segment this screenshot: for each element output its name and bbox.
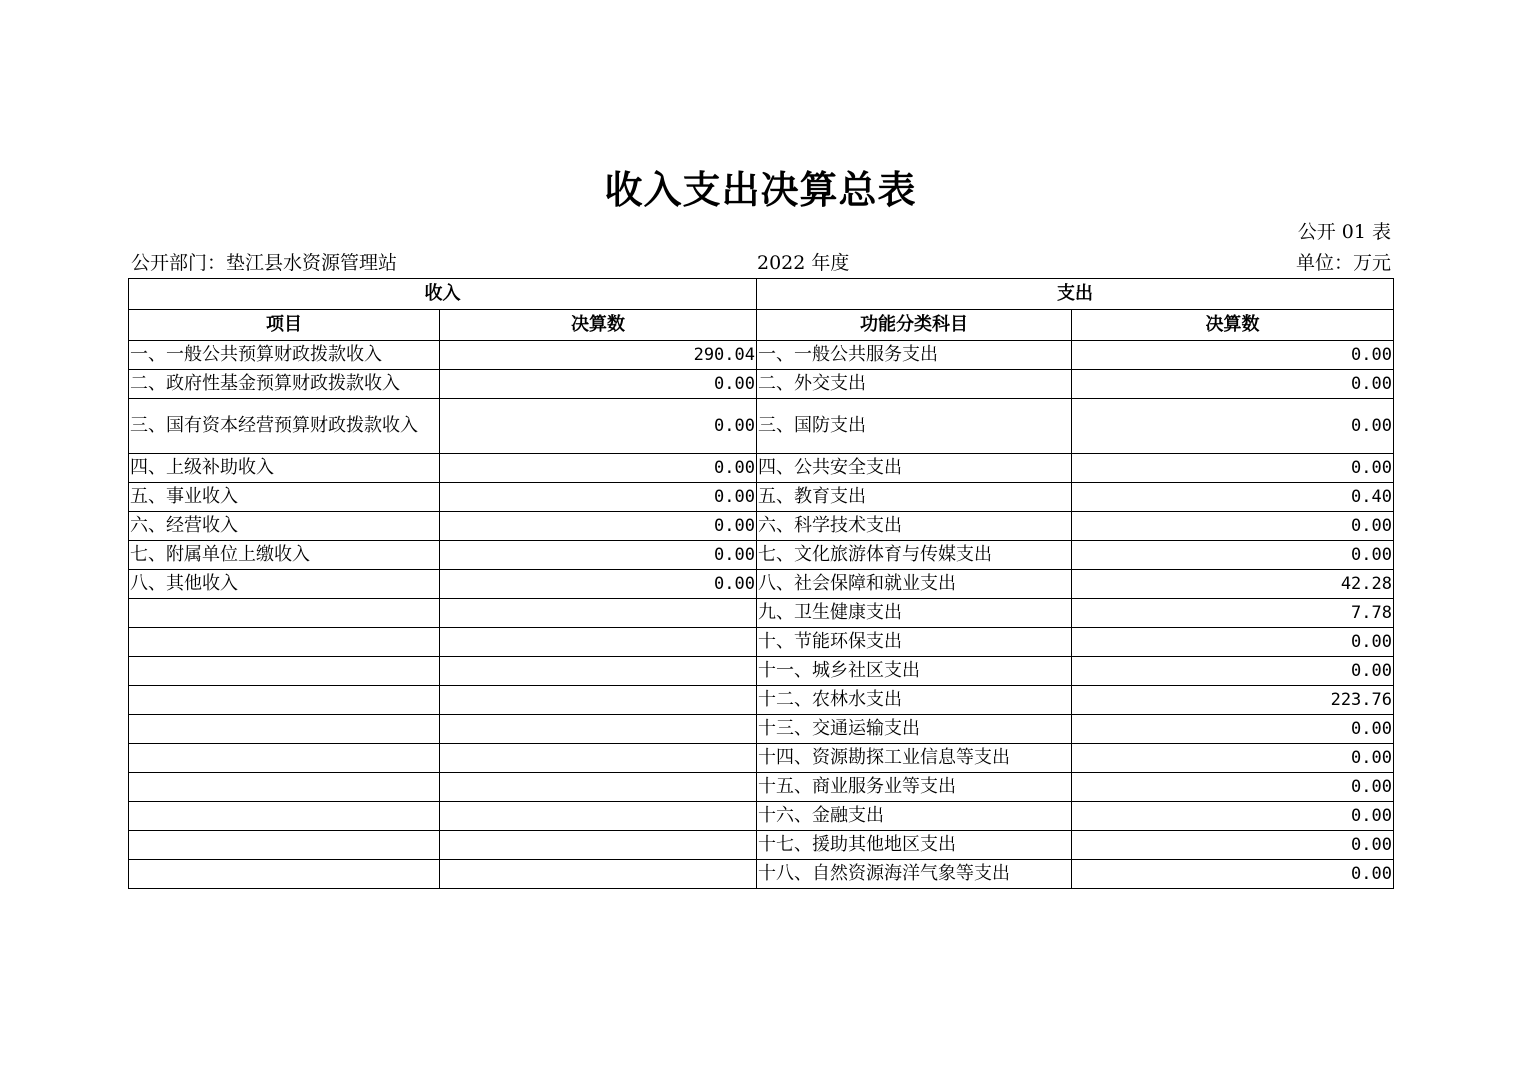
expense-amount-cell: 42.28	[1072, 570, 1394, 599]
income-item-cell: 一、一般公共预算财政拨款收入	[129, 341, 440, 370]
income-item-cell: 四、上级补助收入	[129, 454, 440, 483]
income-amount-cell	[440, 744, 757, 773]
expense-amount-cell: 0.00	[1072, 399, 1394, 454]
income-item-cell	[129, 802, 440, 831]
expense-group-header: 支出	[757, 279, 1394, 310]
expense-item-cell: 二、外交支出	[757, 370, 1072, 399]
expense-item-cell: 十八、自然资源海洋气象等支出	[757, 860, 1072, 889]
table-row	[129, 370, 1394, 399]
income-amount-cell	[440, 773, 757, 802]
income-item-cell	[129, 744, 440, 773]
expense-amount-cell: 0.00	[1072, 628, 1394, 657]
income-item-cell: 二、政府性基金预算财政拨款收入	[129, 370, 440, 399]
income-item-cell: 五、事业收入	[129, 483, 440, 512]
expense-amount-cell: 0.00	[1072, 512, 1394, 541]
income-amount-cell: 0.00	[440, 399, 757, 454]
table-column-header-row	[129, 310, 1394, 341]
income-amount-cell: 290.04	[440, 341, 757, 370]
form-number: 公开 01 表	[1297, 221, 1391, 243]
expense-amount-cell: 0.00	[1072, 831, 1394, 860]
income-amount-cell	[440, 715, 757, 744]
table-row	[129, 399, 1394, 454]
income-amount-cell: 0.00	[440, 512, 757, 541]
expense-item-cell: 三、国防支出	[757, 399, 1072, 454]
expense-amount-cell: 0.00	[1072, 541, 1394, 570]
income-amount-cell: 0.00	[440, 483, 757, 512]
expense-item-cell: 十七、援助其他地区支出	[757, 831, 1072, 860]
income-item-cell	[129, 860, 440, 889]
expense-amount-cell: 0.00	[1072, 773, 1394, 802]
expense-amount-header: 决算数	[1072, 310, 1394, 341]
table-row	[129, 341, 1394, 370]
income-amount-cell: 0.00	[440, 570, 757, 599]
income-amount-cell: 0.00	[440, 370, 757, 399]
expense-item-cell: 六、科学技术支出	[757, 512, 1072, 541]
expense-item-cell: 九、卫生健康支出	[757, 599, 1072, 628]
income-amount-cell	[440, 860, 757, 889]
income-amount-cell	[440, 628, 757, 657]
table-row	[129, 512, 1394, 541]
income-item-cell	[129, 773, 440, 802]
expense-item-cell: 十六、金融支出	[757, 802, 1072, 831]
income-amount-cell	[440, 831, 757, 860]
expense-amount-cell: 0.00	[1072, 744, 1394, 773]
table-row	[129, 570, 1394, 599]
income-amount-cell: 0.00	[440, 541, 757, 570]
expense-item-cell: 十三、交通运输支出	[757, 715, 1072, 744]
expense-amount-cell: 0.00	[1072, 454, 1394, 483]
income-amount-cell	[440, 599, 757, 628]
expense-amount-cell: 7.78	[1072, 599, 1394, 628]
income-amount-cell	[440, 686, 757, 715]
table-row	[129, 802, 1394, 831]
expense-item-cell: 十一、城乡社区支出	[757, 657, 1072, 686]
table-row	[129, 483, 1394, 512]
income-amount-header: 决算数	[440, 310, 757, 341]
table-row	[129, 860, 1394, 889]
expense-amount-cell: 0.40	[1072, 483, 1394, 512]
income-amount-cell	[440, 657, 757, 686]
income-item-cell	[129, 628, 440, 657]
expense-amount-cell: 0.00	[1072, 370, 1394, 399]
expense-amount-cell: 0.00	[1072, 657, 1394, 686]
income-expense-table	[128, 278, 1394, 889]
expense-amount-cell: 0.00	[1072, 802, 1394, 831]
table-row	[129, 715, 1394, 744]
income-item-cell	[129, 831, 440, 860]
table-row	[129, 744, 1394, 773]
income-item-cell	[129, 686, 440, 715]
department-label: 公开部门：垫江县水资源管理站	[131, 252, 398, 274]
income-item-cell	[129, 715, 440, 744]
table-row	[129, 541, 1394, 570]
expense-item-cell: 一、一般公共服务支出	[757, 341, 1072, 370]
income-amount-cell	[440, 802, 757, 831]
expense-amount-cell: 0.00	[1072, 860, 1394, 889]
table-row	[129, 599, 1394, 628]
income-item-cell	[129, 657, 440, 686]
table-row	[129, 628, 1394, 657]
expense-item-cell: 十五、商业服务业等支出	[757, 773, 1072, 802]
table-row	[129, 454, 1394, 483]
expense-item-cell: 八、社会保障和就业支出	[757, 570, 1072, 599]
expense-item-cell: 五、教育支出	[757, 483, 1072, 512]
expense-category-header: 功能分类科目	[757, 310, 1072, 341]
expense-item-cell: 十、节能环保支出	[757, 628, 1072, 657]
income-amount-cell: 0.00	[440, 454, 757, 483]
table-row	[129, 686, 1394, 715]
table-row	[129, 773, 1394, 802]
expense-item-cell: 十四、资源勘探工业信息等支出	[757, 744, 1072, 773]
unit-label: 单位：万元	[1295, 252, 1391, 274]
page-title: 收入支出决算总表	[604, 168, 917, 212]
expense-item-cell: 十二、农林水支出	[757, 686, 1072, 715]
expense-item-cell: 四、公共安全支出	[757, 454, 1072, 483]
income-item-cell: 三、国有资本经营预算财政拨款收入	[129, 399, 440, 454]
table-group-header-row	[129, 279, 1394, 310]
expense-amount-cell: 0.00	[1072, 341, 1394, 370]
fiscal-year-label: 2022 年度	[757, 252, 850, 274]
income-item-cell: 六、经营收入	[129, 512, 440, 541]
table-row	[129, 657, 1394, 686]
income-item-header: 项目	[129, 310, 440, 341]
table-body	[129, 341, 1394, 889]
income-item-cell: 八、其他收入	[129, 570, 440, 599]
income-group-header: 收入	[129, 279, 757, 310]
expense-item-cell: 七、文化旅游体育与传媒支出	[757, 541, 1072, 570]
expense-amount-cell: 0.00	[1072, 715, 1394, 744]
income-item-cell: 七、附属单位上缴收入	[129, 541, 440, 570]
table-row	[129, 831, 1394, 860]
income-item-cell	[129, 599, 440, 628]
expense-amount-cell: 223.76	[1072, 686, 1394, 715]
